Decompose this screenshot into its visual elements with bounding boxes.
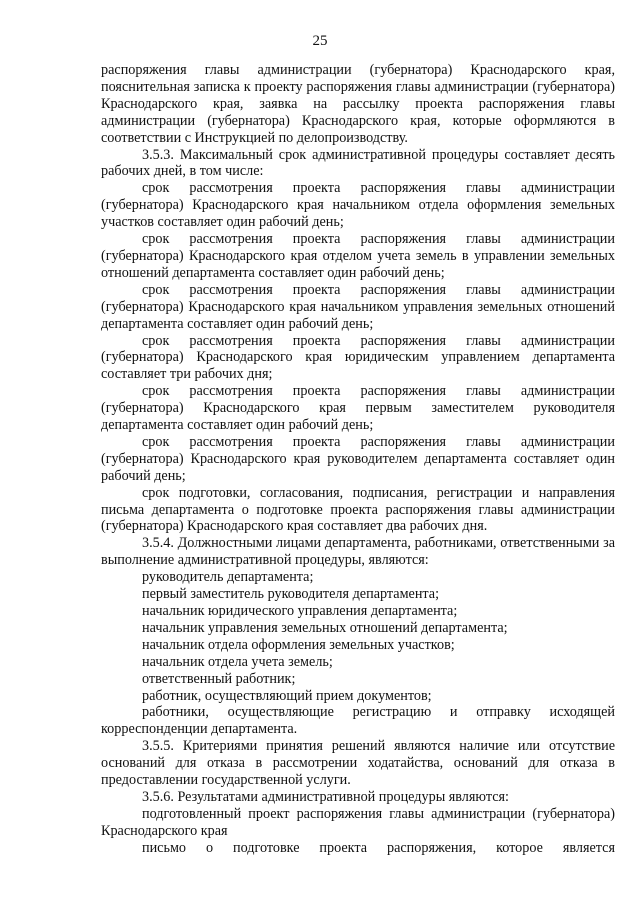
- responsible-person-item: работник, осуществляющий прием документов;: [142, 687, 432, 704]
- term-land-accounting-department: срок рассмотрения проекта распоряжения главы администрации (губернатора) Краснодарского края отделом учета земель в управлении земельных отношений департамента составляет один рабочий день;: [101, 231, 615, 281]
- responsible-person-item: первый заместитель руководителя департамента;: [142, 586, 440, 603]
- responsible-person-item: начальник управления земельных отношений департамента;: [142, 619, 508, 636]
- responsible-person-item: начальник отдела учета земель;: [142, 653, 333, 670]
- term-letter-preparation: срок подготовки, согласования, подписания, регистрации и направления письма департамента о подготовке проекта распоряжения главы администрации (губернатора) Краснодарского края составляет два рабочих дня.: [101, 484, 615, 535]
- term-legal-department: срок рассмотрения проекта распоряжения главы администрации (губернатора) Краснодарского края юридическим управлением департамента составляет три рабочих дня;: [101, 332, 615, 383]
- result-letter: письмо о подготовке проекта распоряжения, которое является: [142, 839, 615, 856]
- paragraph-continuation: распоряжения главы администрации (губернатора) Краснодарского края, пояснительная записка к проекту распоряжения главы администрации (губернатора) Краснодарского края, заявка на рассылку проекта распоряжения главы администрации (губернатора) Краснодарского края, которые оформляются в соответствии с Инструкцией по делопроизводству.: [101, 62, 615, 146]
- responsible-person-item: работники, осуществляющие регистрацию и отправку исходящей корреспонденции департамента.: [101, 704, 615, 738]
- term-land-plot-department: срок рассмотрения проекта распоряжения главы администрации (губернатора) Краснодарского края начальником отдела оформления земельных участков составляет один рабочий день;: [101, 180, 615, 231]
- term-land-relations-head: срок рассмотрения проекта распоряжения главы администрации (губернатора) Краснодарского края начальником управления земельных отношений департамента составляет один рабочий день;: [101, 281, 615, 332]
- term-department-head: срок рассмотрения проекта распоряжения главы администрации (губернатора) Краснодарского края руководителем департамента составляет один рабочий день;: [101, 433, 615, 484]
- paragraph-3-5-5: 3.5.5. Критериями принятия решений являются наличие или отсутствие оснований для отказа в рассмотрении ходатайства, оснований для отказа в предоставлении государственной услуги.: [101, 738, 615, 789]
- responsible-person-item: ответственный работник;: [142, 670, 296, 687]
- paragraph-3-5-4: 3.5.4. Должностными лицами департамента, работниками, ответственными за выполнение административной процедуры, являются:: [101, 535, 615, 569]
- page-number: 25: [312, 33, 328, 49]
- responsible-person-item: начальник юридического управления департамента;: [142, 603, 458, 619]
- responsible-person-item: начальник отдела оформления земельных участков;: [142, 636, 455, 653]
- paragraph-3-5-3: 3.5.3. Максимальный срок административной процедуры составляет десять рабочих дней, в том числе:: [101, 146, 615, 180]
- paragraph-3-5-6: 3.5.6. Результатами административной процедуры являются:: [142, 788, 509, 805]
- term-first-deputy: срок рассмотрения проекта распоряжения главы администрации (губернатора) Краснодарского края первым заместителем руководителя департамента составляет один рабочий день;: [101, 383, 615, 434]
- result-draft-order: подготовленный проект распоряжения главы администрации (губернатора) Краснодарского края: [101, 805, 615, 839]
- document-body: [101, 62, 615, 857]
- responsible-person-item: руководитель департамента;: [142, 569, 314, 586]
